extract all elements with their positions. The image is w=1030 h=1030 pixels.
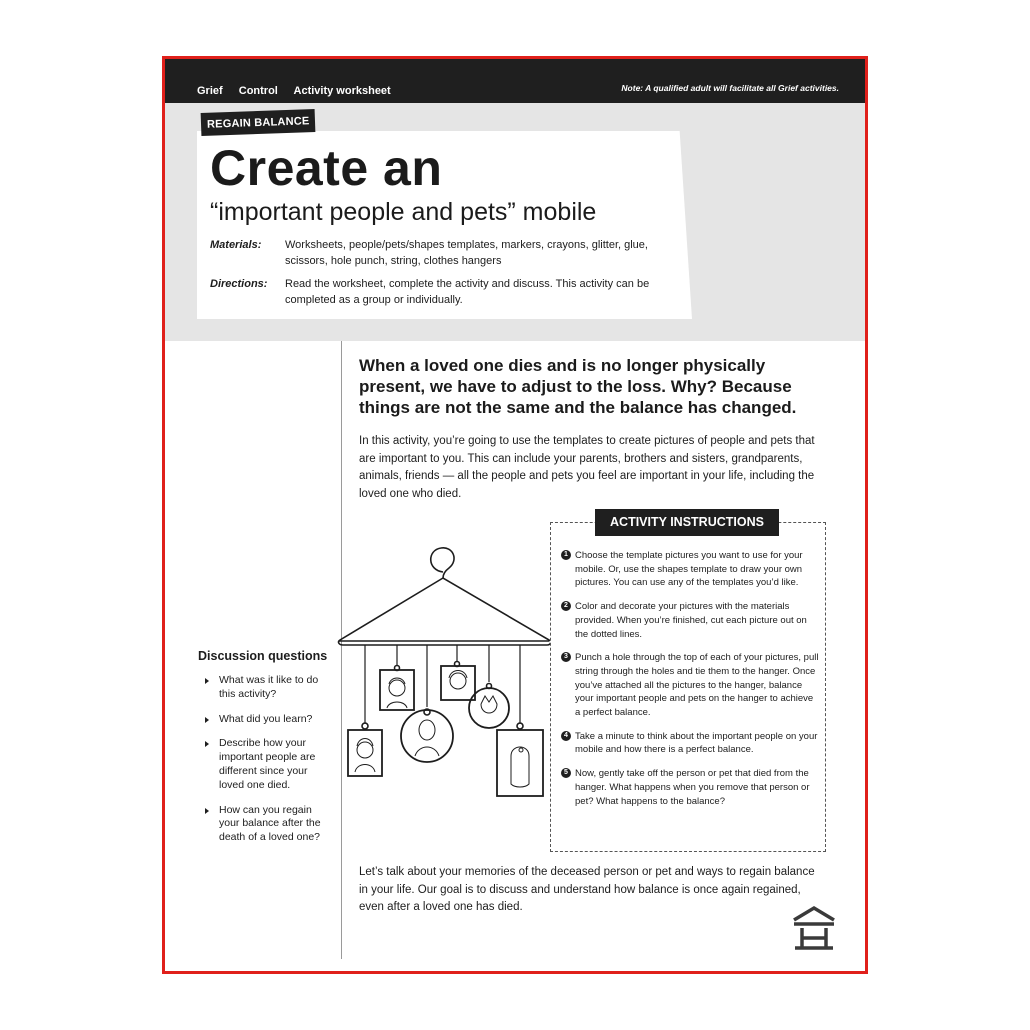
activity-instructions-title: ACTIVITY INSTRUCTIONS xyxy=(595,509,779,536)
numbered-circle-icon: 4 xyxy=(561,731,571,741)
instruction-steps xyxy=(561,549,819,818)
materials-label: Materials: xyxy=(210,239,262,251)
materials-text: Worksheets, people/pets/shapes templates, markers, crayons, glitter, glue, scissors, hole punch, string, clothes hangers xyxy=(285,239,648,267)
discussion-title: Discussion questions xyxy=(198,649,328,663)
step-text: Now, gently take off the person or pet that died from the hanger. What happens when you remove that person or pet? What happens to the balance? xyxy=(575,768,810,807)
discussion-item: Describe how your important people are different since your loved one died. xyxy=(203,737,333,792)
instruction-step xyxy=(561,549,819,590)
numbered-circle-icon: 1 xyxy=(561,550,571,560)
discussion-item: What was it like to do this activity? xyxy=(203,674,333,702)
step-text: Choose the template pictures you want to use for your mobile. Or, use the shapes template to draw your own pictures. You can use any of the templates you’d like. xyxy=(575,550,803,589)
crumb-control: Control xyxy=(238,85,278,97)
worksheet-page xyxy=(162,56,868,974)
closing-paragraph: Let’s talk about your memories of the deceased person or pet and ways to regain balance in your life. Our goal is to discuss and understand how balance is once again regained, even after a loved one has died. xyxy=(359,866,815,913)
crumb-grief: Grief xyxy=(197,85,223,97)
section-tag: REGAIN BALANCE xyxy=(201,109,316,136)
discussion-item: What did you learn? xyxy=(203,713,333,727)
step-text: Take a minute to think about the important people on your mobile and how there is a perfect balance. xyxy=(575,730,818,756)
step-text: Punch a hole through the top of each of your pictures, pull string through the holes and tie them to the hanger. Once you’ve attached all the pictures to the hanger, balance your important people and pets on the hanger to achieve a perfect balance. xyxy=(575,652,819,719)
hanger-mobile-illustration xyxy=(335,544,555,814)
directions-label: Directions: xyxy=(210,278,268,290)
instruction-step xyxy=(561,651,819,720)
instruction-step xyxy=(561,600,819,641)
instruction-step xyxy=(561,730,819,757)
intro-paragraph: In this activity, you’re going to use the templates to create pictures of people and pets that are important to you. This can include your parents, brothers and sisters, grandparents, animals, friends — all the people and pets you feel are important in your life, including the loved one who died. xyxy=(359,435,815,500)
crumb-activity-worksheet: Activity worksheet xyxy=(293,85,391,97)
page-subtitle: “important people and pets” mobile xyxy=(210,198,597,226)
page-title: Create an xyxy=(210,140,443,196)
house-logo-icon xyxy=(791,904,837,950)
numbered-circle-icon: 3 xyxy=(561,652,571,662)
step-text: Color and decorate your pictures with the materials provided. When you’re finished, cut each picture out on the dotted lines. xyxy=(575,601,807,640)
discussion-list xyxy=(203,674,333,856)
instruction-step xyxy=(561,767,819,808)
discussion-item: How can you regain your balance after the death of a loved one? xyxy=(203,804,333,845)
directions-text: Read the worksheet, complete the activity and discuss. This activity can be completed as a group or individually. xyxy=(285,278,650,306)
top-bar xyxy=(165,59,865,103)
numbered-circle-icon: 2 xyxy=(561,601,571,611)
lead-statement: When a loved one dies and is no longer physically present, we have to adjust to the loss. Why? Because things are not the same and the balance has changed. xyxy=(359,356,797,417)
numbered-circle-icon: 5 xyxy=(561,768,571,778)
facilitator-note: Note: A qualified adult will facilitate all Grief activities. xyxy=(621,83,839,93)
breadcrumb xyxy=(197,85,404,97)
